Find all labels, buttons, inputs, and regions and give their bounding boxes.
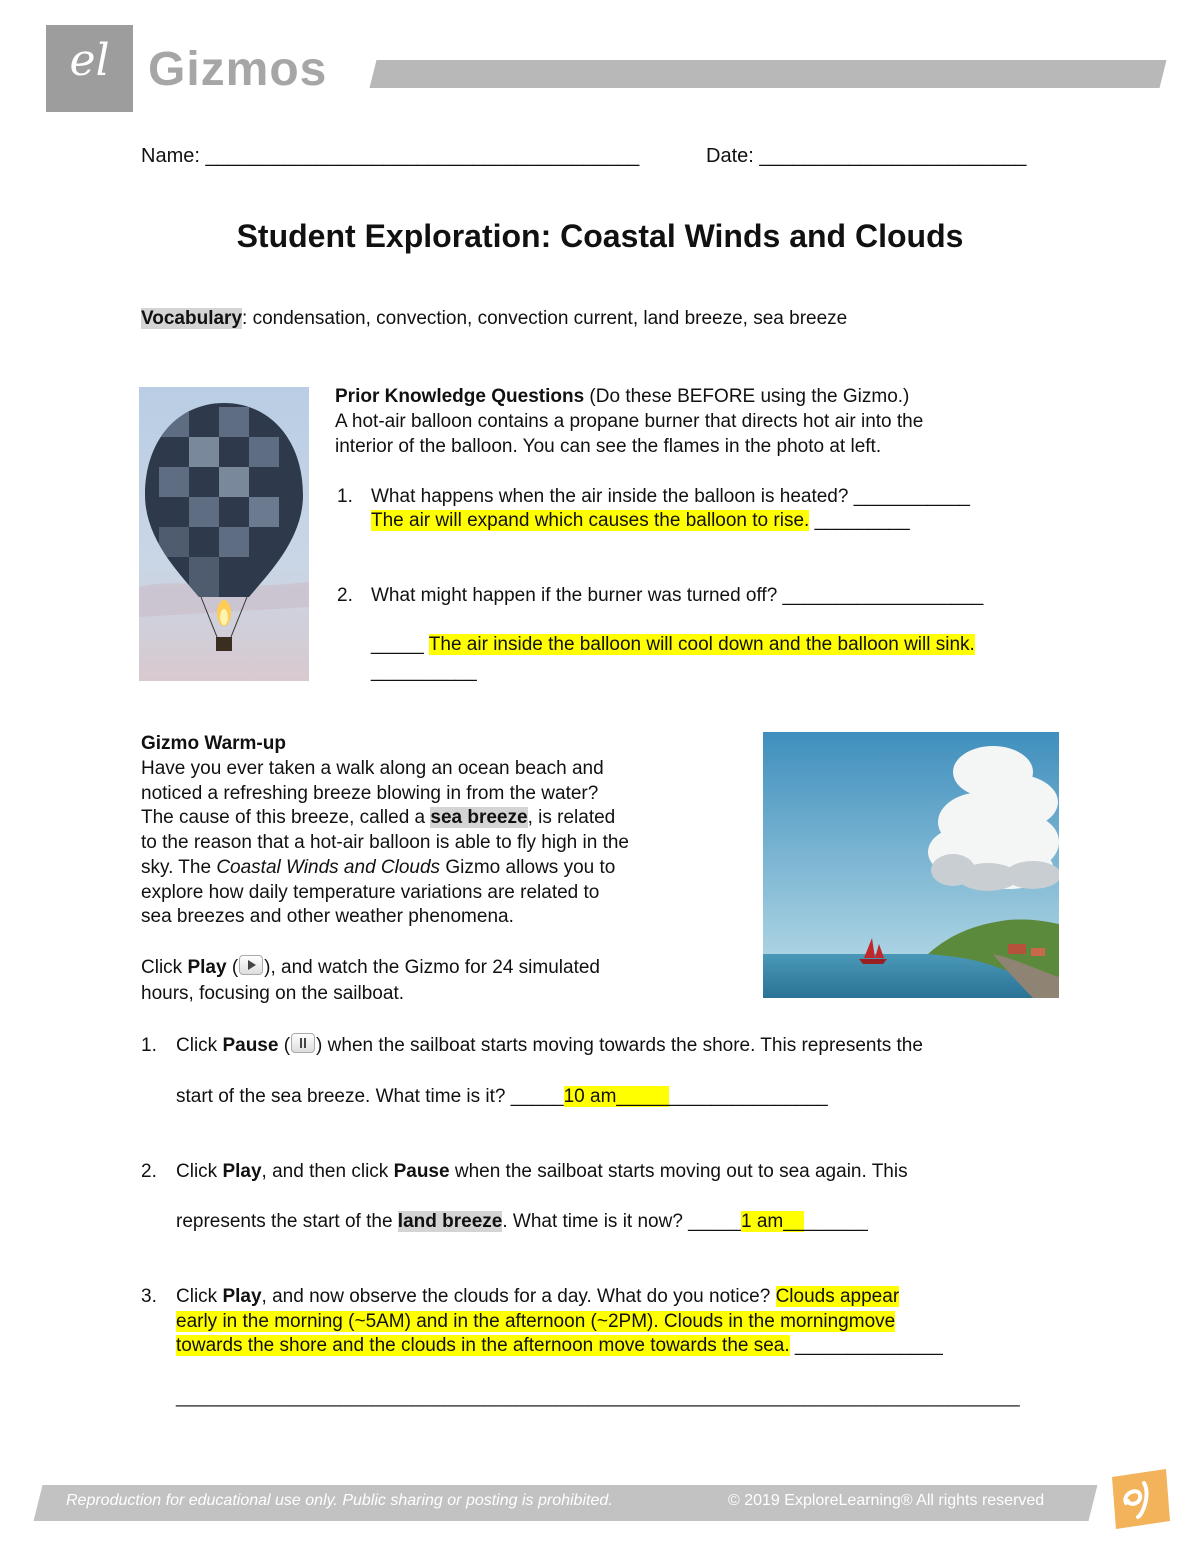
q2-post: when the sailboat starts moving out to sea again. This	[449, 1161, 908, 1182]
q3-post: , and now observe the clouds for a day. What do you notice?	[261, 1286, 776, 1307]
q2-line2-pre: represents the start of the	[176, 1211, 398, 1232]
coastal-scene-image	[763, 732, 1059, 998]
hot-air-balloon-image	[139, 387, 309, 681]
pk-q1-answer[interactable]: The air will expand which causes the balloon to rise.	[371, 510, 810, 531]
prior-knowledge-note: (Do these BEFORE using the Gizmo.)	[584, 386, 910, 407]
date-field[interactable]	[706, 145, 1026, 168]
q1-pause-label: Pause	[222, 1035, 279, 1056]
header-bar	[370, 60, 1167, 88]
q2-pause-label: Pause	[393, 1161, 450, 1182]
page-title: Student Exploration: Coastal Winds and Clouds	[236, 218, 964, 254]
name-field[interactable]	[141, 145, 639, 168]
q3-answer-2-line	[176, 1309, 895, 1334]
q1-text	[176, 1033, 923, 1058]
q3-answer-1[interactable]: Clouds appear	[775, 1286, 900, 1307]
q2-text	[176, 1159, 908, 1184]
q3-pre: Click	[176, 1286, 223, 1307]
pk-q1-text: What happens when the air inside the balloon is heated? ___________	[371, 486, 970, 507]
brand-name: Gizmos	[148, 43, 328, 96]
warmup-line-4: to the reason that a hot-air balloon is able to fly high in the	[141, 832, 629, 853]
explorelearning-footer-logo-icon	[1104, 1463, 1174, 1533]
q3-number: 3.	[141, 1286, 157, 1307]
warmup-play-line-2: hours, focusing on the sailboat.	[141, 983, 405, 1004]
vocabulary-terms: : condensation, convection, convection current, land breeze, sea breeze	[242, 308, 848, 329]
name-label: Name:	[141, 145, 200, 167]
q3-answer-3[interactable]: towards the shore and the clouds in the afternoon move towards the sea.	[176, 1335, 790, 1356]
pk-q1-number: 1.	[337, 486, 353, 507]
vocabulary-label: Vocabulary	[141, 308, 243, 329]
q2-pre: Click	[176, 1161, 223, 1182]
warmup-heading: Gizmo Warm-up	[141, 733, 286, 754]
q2-mid: , and then click	[261, 1161, 394, 1182]
pk-q2-answer[interactable]: The air inside the balloon will cool down and the balloon will sink.	[428, 634, 975, 655]
q3-tail: ______________	[789, 1335, 943, 1356]
q3-blank-line[interactable]: __________________________________________________________________________________	[176, 1386, 1020, 1407]
prior-knowledge-intro-1: A hot-air balloon contains a propane burner that directs hot air into the	[335, 411, 924, 432]
play-button-icon	[239, 955, 263, 975]
warmup-line-5-post: Gizmo allows you to	[440, 857, 616, 878]
q2-play-label: Play	[222, 1161, 262, 1182]
pause-button-icon	[291, 1033, 315, 1053]
warmup-line-5	[141, 855, 615, 880]
q3-answer-2[interactable]: early in the morning (~5AM) and in the afternoon (~2PM). Clouds in the morningmove	[176, 1311, 896, 1332]
sea-breeze-term: sea breeze	[430, 807, 528, 828]
warmup-line-7: sea breezes and other weather phenomena.	[141, 906, 514, 927]
prior-knowledge-heading-line	[335, 384, 909, 409]
warmup-line-3	[141, 805, 615, 830]
q1-answer[interactable]: 10 am_____	[563, 1086, 670, 1107]
q1-tail: _______________	[669, 1086, 828, 1107]
q1-line2: start of the sea breeze. What time is it? _____	[176, 1086, 564, 1107]
q1-post: ) when the sailboat starts moving towards the shore. This represents the	[316, 1035, 923, 1056]
pk-q2-lead: _____	[371, 634, 429, 655]
land-breeze-term: land breeze	[397, 1211, 503, 1232]
pk-q1-answer-line	[371, 508, 910, 533]
prior-knowledge-intro-2: interior of the balloon. You can see the flames in the photo at left.	[335, 436, 882, 457]
warmup-line-3-pre: The cause of this breeze, called a	[141, 807, 431, 828]
warmup-line-6: explore how daily temperature variations are related to	[141, 882, 600, 903]
q1-pre: Click	[176, 1035, 223, 1056]
q2-answer[interactable]: 1 am__	[741, 1211, 805, 1232]
logo-box	[46, 25, 133, 112]
prior-knowledge-heading: Prior Knowledge Questions	[335, 386, 585, 407]
gizmo-name: Coastal Winds and Clouds	[216, 857, 441, 878]
name-blank: _______________________________________	[205, 145, 640, 167]
footer-reproduction-notice: Reproduction for educational use only. Public sharing or posting is prohibited.	[66, 1492, 613, 1509]
warmup-line-3-post: , is related	[527, 807, 616, 828]
pk-q2-text: What might happen if the burner was turned off? ___________________	[371, 585, 984, 606]
pk-q2-number: 2.	[337, 585, 353, 606]
footer-copyright: © 2019 ExploreLearning® All rights reserved	[728, 1492, 1045, 1509]
q2-answer-line	[176, 1209, 868, 1234]
q1-answer-line	[176, 1084, 828, 1109]
play-label: Play	[187, 957, 227, 978]
date-label: Date:	[706, 145, 754, 167]
pk-q2-tail: __________	[371, 661, 477, 682]
warmup-line-2: noticed a refreshing breeze blowing in from the water?	[141, 783, 599, 804]
q3-text	[176, 1284, 899, 1309]
q1-mid: (	[278, 1035, 291, 1056]
pk-q1-tail: _________	[809, 510, 910, 531]
vocabulary-line	[141, 308, 847, 330]
play-pre: Click	[141, 957, 188, 978]
q2-line2-post: . What time is it now? _____	[502, 1211, 742, 1232]
q1-number: 1.	[141, 1035, 157, 1056]
play-mid: (	[226, 957, 239, 978]
explorelearning-logo-icon: el	[69, 35, 110, 86]
warmup-line-5-pre: sky. The	[141, 857, 217, 878]
q2-number: 2.	[141, 1161, 157, 1182]
q3-answer-3-line	[176, 1333, 943, 1358]
q3-play-label: Play	[222, 1286, 262, 1307]
q2-tail: ______	[804, 1211, 868, 1232]
date-blank: ________________________	[759, 145, 1027, 167]
warmup-play-line	[141, 955, 600, 980]
warmup-line-1: Have you ever taken a walk along an ocean beach and	[141, 758, 604, 779]
pk-q2-answer-line	[371, 632, 975, 657]
play-post: ), and watch the Gizmo for 24 simulated	[264, 957, 600, 978]
